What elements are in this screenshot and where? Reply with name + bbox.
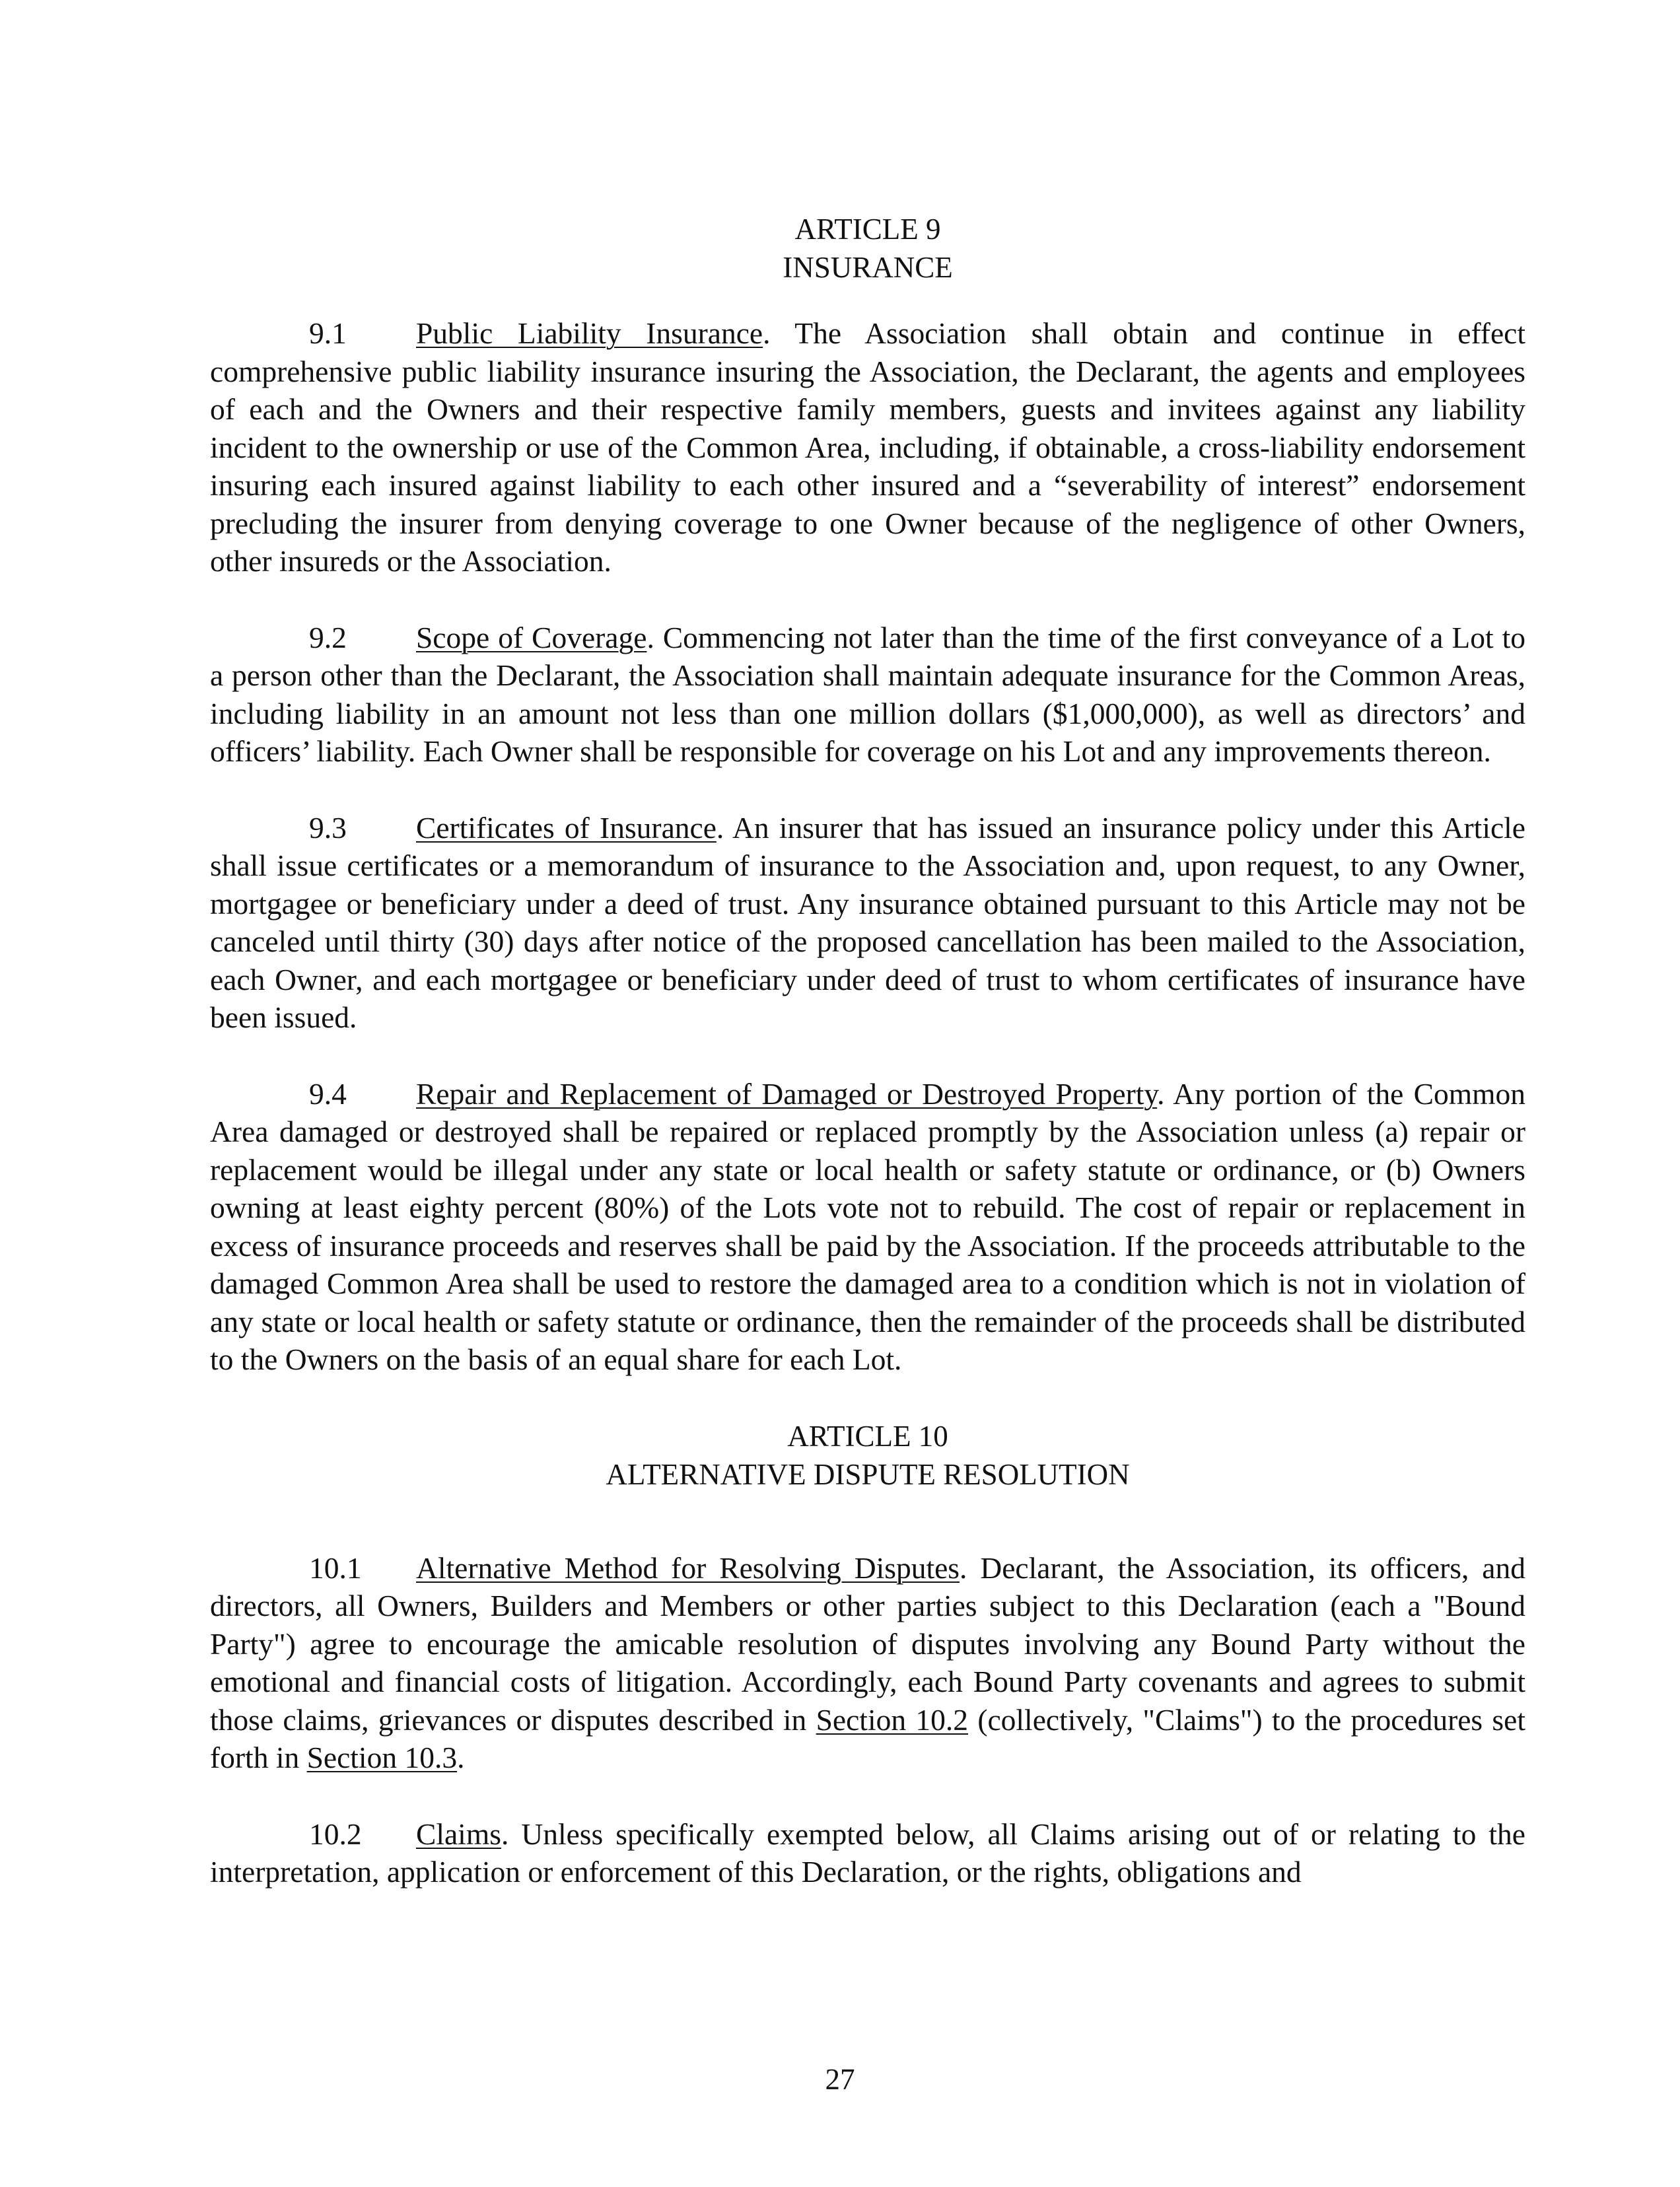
section-number: 9.3	[309, 810, 347, 845]
section-10-1	[210, 1549, 1525, 1777]
section-text: . An insurer that has issued an insurance policy under this Article shall issue certificates or a memorandum of insurance to the Association and, upon request, to any Owner, mortgagee or beneficiary under a deed of trust. Any insurance obtained pursuant to this Article may not be canceled until thirty (30) days after notice of the proposed cancellation has been mailed to the Association, each Owner, and each mortgagee or beneficiary under deed of trust to whom certificates of insurance have been issued.	[210, 810, 1526, 1034]
article-10-title: ARTICLE 10	[787, 1419, 948, 1453]
article-9-heading	[210, 210, 1525, 287]
article-9-subtitle: INSURANCE	[783, 251, 953, 284]
section-title: Certificates of Insurance	[416, 810, 717, 845]
section-title: Alternative Method for Resolving Disputes	[416, 1550, 960, 1585]
section-9-4	[210, 1075, 1525, 1379]
section-text: (collectively, "Claims") to the procedures set forth in	[210, 1702, 1525, 1774]
article-10-heading	[210, 1417, 1525, 1494]
document-page	[210, 210, 1525, 1929]
section-text: . Declarant, the Association, its officers, and directors, all Owners, Builders and Members or other parties subject to this Declaration (each a "Bound Party") agree to encourage the amicable resolution of disputes involving any Bound Party without the emotional and financial costs of litigation. Accordingly, each Bound Party covenants and agrees to submit those claims, grievances or disputes described in	[210, 1550, 1526, 1737]
section-9-1	[210, 314, 1525, 580]
section-number: 10.1	[309, 1550, 362, 1585]
section-number: 9.2	[309, 620, 347, 654]
article-9-title: ARTICLE 9	[794, 213, 941, 246]
section-9-2	[210, 619, 1525, 771]
section-title: Claims	[416, 1817, 501, 1851]
article-10-subtitle: ALTERNATIVE DISPUTE RESOLUTION	[606, 1457, 1130, 1491]
section-title: Scope of Coverage	[416, 620, 647, 654]
section-10-2	[210, 1815, 1525, 1891]
section-text: . Commencing not later than the time of the first conveyance of a Lot to a person other than the Declarant, the Association shall maintain adequate insurance for the Common Areas, including liability in an amount not less than one million dollars ($1,000,000), as well as directors’ and officers’ liability. Each Owner shall be responsible for coverage on his Lot and any improvements thereon.	[210, 620, 1525, 768]
section-text: . Any portion of the Common Area damaged or destroyed shall be repaired or replaced promptly by the Association unless (a) repair or replacement would be illegal under any state or local health or safety statute or ordinance, or (b) Owners owning at least eighty percent (80%) of the Lots vote not to rebuild. The cost of repair or replacement in excess of insurance proceeds and reserves shall be paid by the Association. If the proceeds attributable to the damaged Common Area shall be used to restore the damaged area to a condition which is not in violation of any state or local health or safety statute or ordinance, then the remainder of the proceeds shall be distributed to the Owners on the basis of an equal share for each Lot.	[210, 1076, 1525, 1376]
section-title: Repair and Replacement of Damaged or Destroyed Property	[416, 1076, 1158, 1111]
section-text: . The Association shall obtain and continue in effect comprehensive public liability insurance insuring the Association, the Declarant, the agents and employees of each and the Owners and their respective family members, guests and invitees against any liability incident to the ownership or use of the Common Area, including, if obtainable, a cross-liability endorsement insuring each insured against liability to each other insured and a “severability of interest” endorsement precluding the insurer from denying coverage to one Owner because of the negligence of other Owners, other insureds or the Association.	[210, 316, 1525, 578]
section-title: Public Liability Insurance	[416, 316, 763, 350]
section-text: . Unless specifically exempted below, all Claims arising out of or relating to the interpretation, application or enforcement of this Declaration, or the rights, obligations and	[210, 1817, 1525, 1889]
section-9-3	[210, 809, 1525, 1037]
section-text: .	[457, 1741, 465, 1774]
section-number: 10.2	[309, 1817, 362, 1851]
section-number: 9.1	[309, 316, 347, 350]
section-reference-10-2: Section 10.2	[816, 1702, 969, 1737]
section-number: 9.4	[309, 1076, 347, 1111]
section-reference-10-3: Section 10.3	[306, 1741, 458, 1774]
page-number: 27	[825, 2063, 855, 2096]
